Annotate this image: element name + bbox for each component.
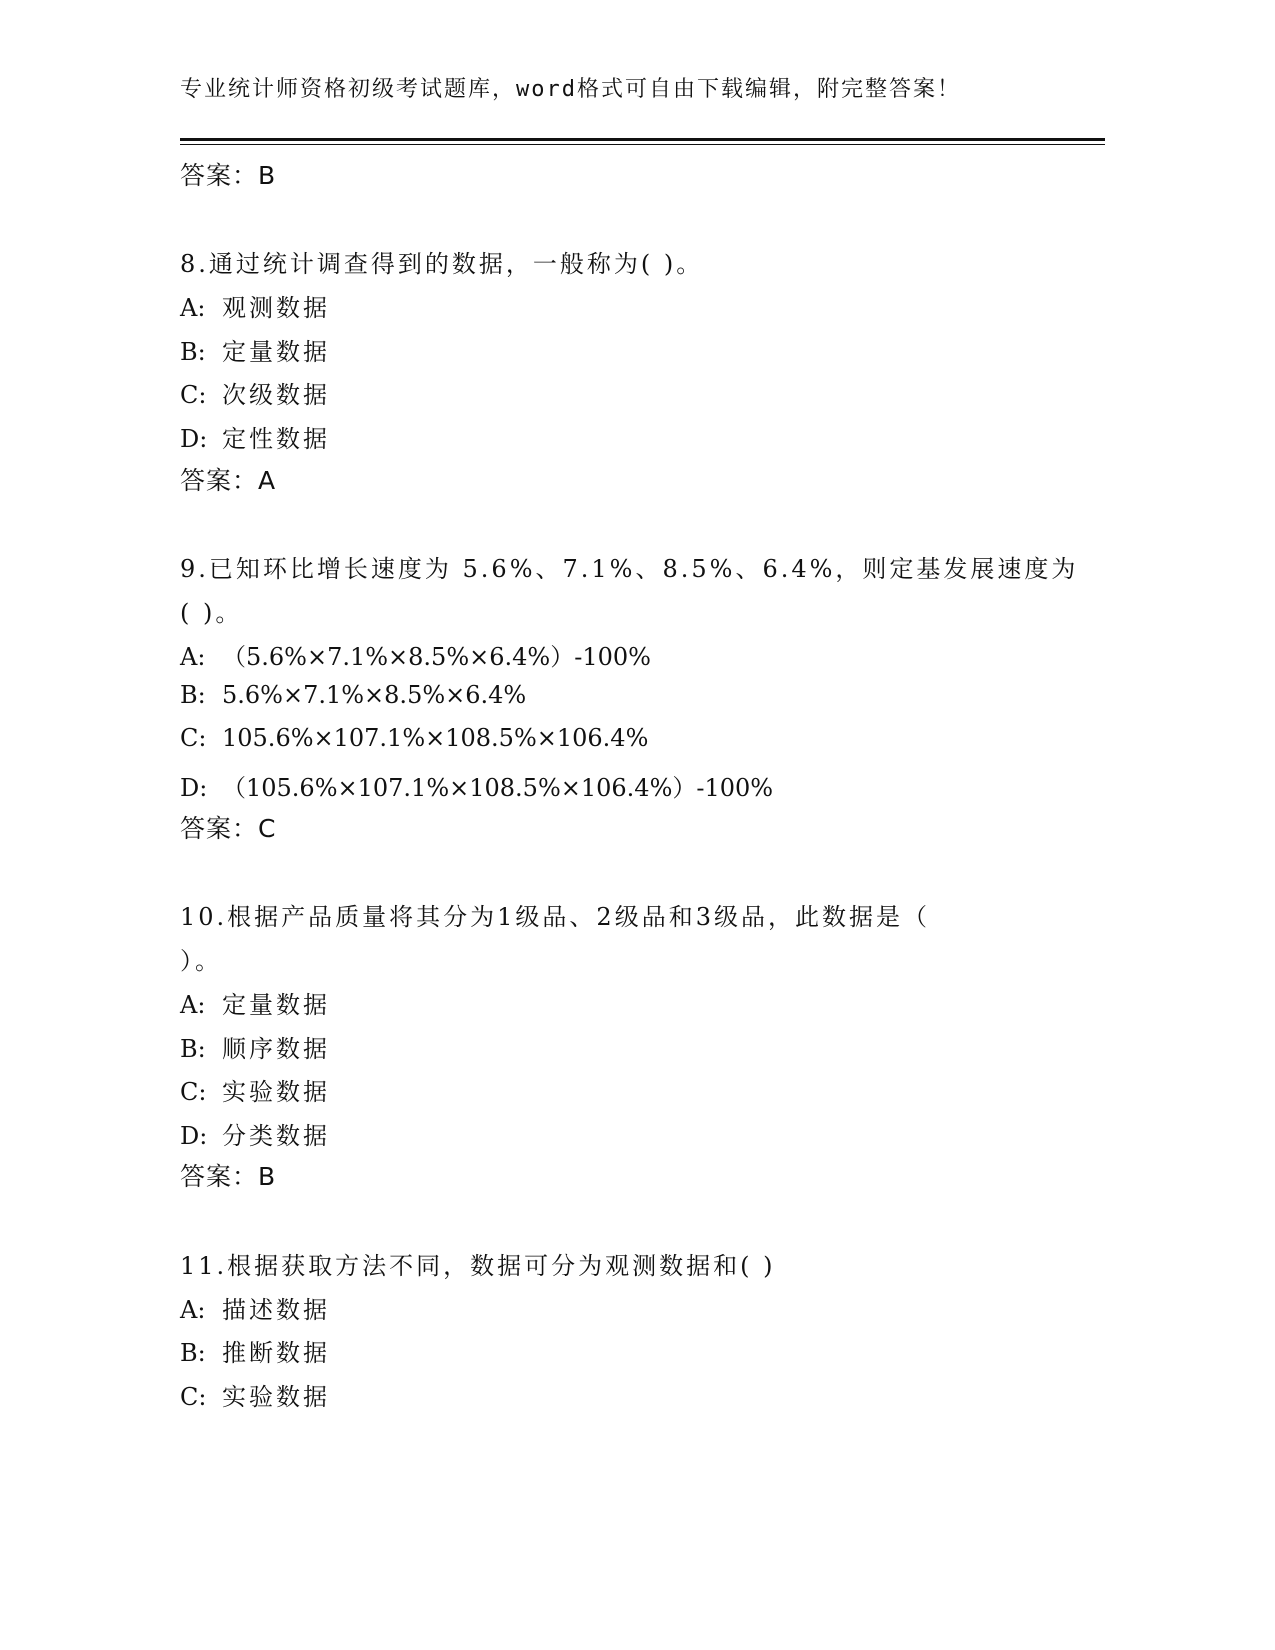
- option-text: 顺序数据: [222, 1035, 330, 1063]
- option-text: 推断数据: [222, 1339, 330, 1367]
- option-key: C:: [180, 381, 207, 409]
- option-text: 实验数据: [222, 1383, 330, 1411]
- question-9-stem: 9.已知环比增长速度为 5.6%、7.1%、8.5%、6.4%，则定基发展速度为: [180, 555, 1079, 583]
- option-text: （5.6%×7.1%×8.5%×6.4%）-100%: [222, 643, 651, 671]
- option-text: 定量数据: [222, 991, 330, 1019]
- question-8-option-a: [180, 288, 330, 323]
- option-key: D:: [180, 425, 208, 453]
- option-key: C:: [180, 724, 207, 752]
- question-11-option-a: [180, 1290, 330, 1325]
- question-10-option-b: [180, 1029, 330, 1064]
- question-9-option-d: [180, 768, 773, 803]
- option-key: C:: [180, 1078, 207, 1106]
- option-text: 105.6%×107.1%×108.5%×106.4%: [222, 724, 649, 752]
- option-key: A:: [180, 643, 206, 671]
- option-key: B:: [180, 338, 206, 366]
- option-key: A:: [180, 1296, 206, 1324]
- question-11-stem: 11.根据获取方法不同，数据可分为观测数据和( ): [180, 1252, 776, 1280]
- question-9-option-a: [180, 637, 651, 672]
- question-8-option-b: [180, 332, 330, 367]
- page-header: 专业统计师资格初级考试题库，word格式可自由下载编辑，附完整答案！: [180, 77, 961, 102]
- option-text: 分类数据: [222, 1122, 330, 1150]
- header-rule-thin: [180, 144, 1105, 145]
- option-key: B:: [180, 681, 206, 709]
- question-9-option-b: [180, 681, 526, 709]
- question-10-option-c: [180, 1072, 330, 1107]
- option-key: A:: [180, 991, 206, 1019]
- option-key: C:: [180, 1383, 207, 1411]
- question-8-stem: 8.通过统计调查得到的数据，一般称为( )。: [180, 250, 704, 278]
- question-10-answer: 答案：B: [180, 1162, 277, 1191]
- option-text: （105.6%×107.1%×108.5%×106.4%）-100%: [222, 774, 774, 802]
- question-10-stem: 10.根据产品质量将其分为1级品、2级品和3级品，此数据是（: [180, 903, 930, 931]
- option-text: 观测数据: [222, 294, 330, 322]
- option-key: B:: [180, 1339, 206, 1367]
- option-key: D:: [180, 774, 208, 802]
- option-key: A:: [180, 294, 206, 322]
- option-text: 实验数据: [222, 1078, 330, 1106]
- question-11-option-c: [180, 1377, 330, 1412]
- question-8-answer: 答案：A: [180, 466, 277, 495]
- option-text: 定量数据: [222, 338, 330, 366]
- header-rule-thick: [180, 138, 1105, 141]
- question-8-option-c: [180, 375, 330, 410]
- question-10-option-d: [180, 1116, 330, 1151]
- question-8-option-d: [180, 419, 330, 454]
- question-10-option-a: [180, 985, 330, 1020]
- option-key: D:: [180, 1122, 208, 1150]
- option-text: 次级数据: [222, 381, 330, 409]
- question-9-option-c: [180, 724, 648, 752]
- previous-answer: 答案：B: [180, 161, 277, 190]
- question-11-option-b: [180, 1333, 330, 1368]
- option-key: B:: [180, 1035, 206, 1063]
- option-text: 定性数据: [222, 425, 330, 453]
- question-9-answer: 答案：C: [180, 814, 277, 843]
- option-text: 5.6%×7.1%×8.5%×6.4%: [222, 681, 527, 709]
- option-text: 描述数据: [222, 1296, 330, 1324]
- question-10-stem-continued: ）。: [180, 947, 222, 975]
- question-9-stem-continued: ( )。: [180, 599, 243, 627]
